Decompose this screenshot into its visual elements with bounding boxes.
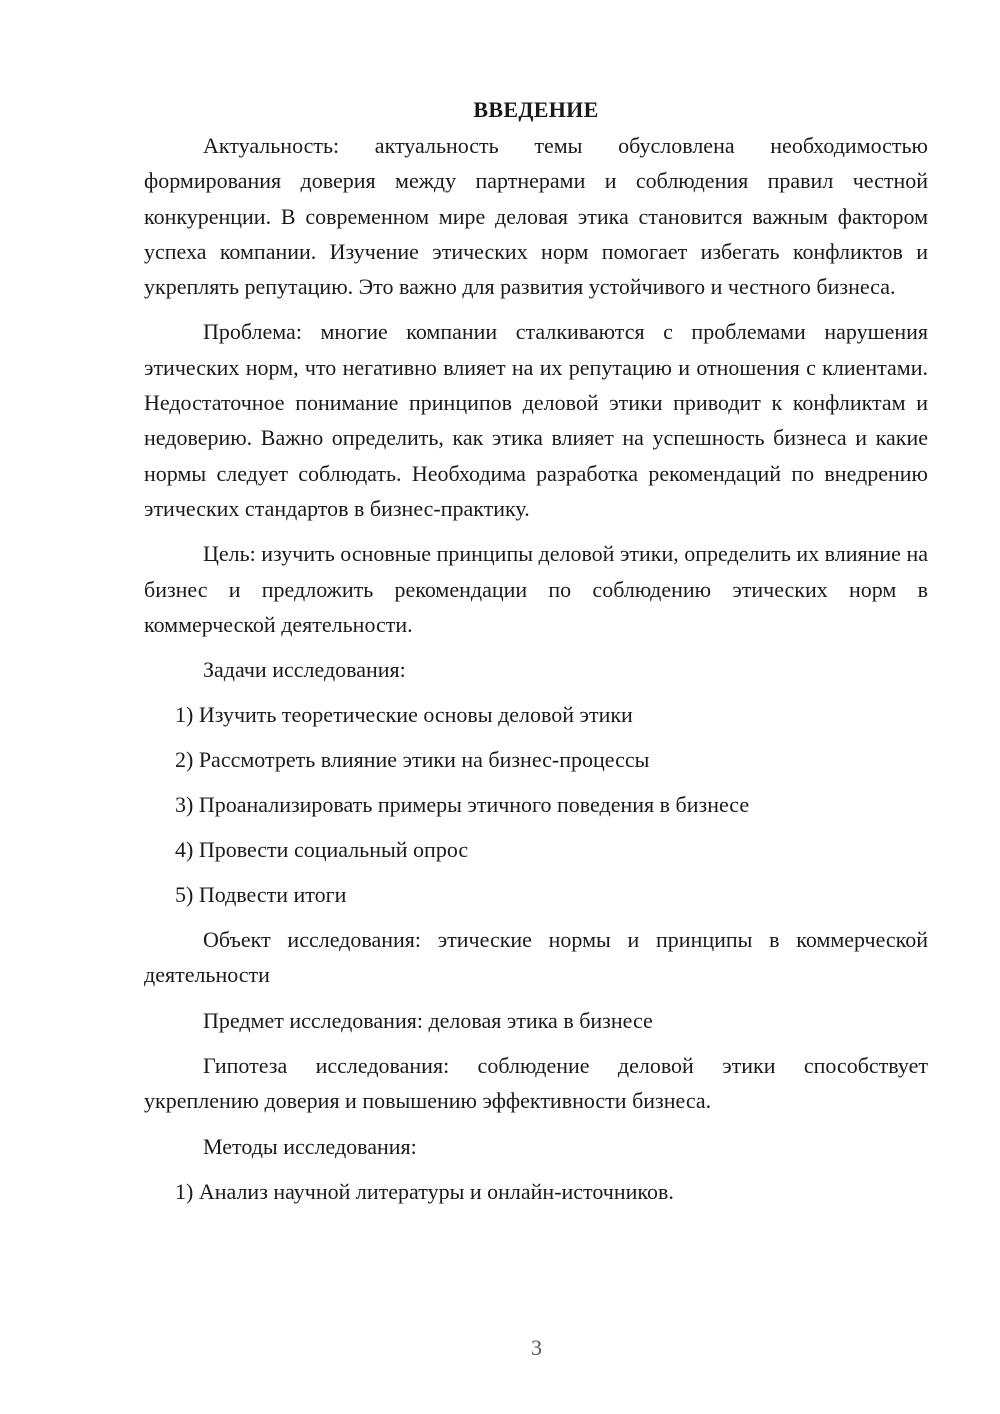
- tasks-heading: Задачи исследования:: [203, 657, 406, 683]
- methods-heading: Методы исследования:: [203, 1133, 417, 1159]
- hypothesis-paragraph: Гипотеза исследования: соблюдение деловой этики способствует укреплению доверия и повышению эффективности бизнеса.: [144, 1053, 928, 1114]
- task-item: 1) Изучить теоретические основы деловой этики: [175, 702, 633, 728]
- problem-paragraph: Проблема: многие компании сталкиваются с проблемами нарушения этических норм, что негативно влияет на их репутацию и отношения с клиентами. Недостаточное понимание принципов деловой этики приводит к конфликтам и недоверию. Важно определить, как этика влияет на успешность бизнеса и какие нормы следует соблюдать. Необходима разработка рекомендаций по внедрению этических стандартов в бизнес-практику.: [144, 319, 928, 521]
- goal-paragraph: Цель: изучить основные принципы деловой этики, определить их влияние на бизнес и предложить рекомендации по соблюдению этических норм в коммерческой деятельности.: [144, 541, 928, 637]
- task-item: 3) Проанализировать примеры этичного поведения в бизнесе: [175, 792, 750, 818]
- task-item: 2) Рассмотреть влияние этики на бизнес-процессы: [175, 747, 650, 773]
- subject-paragraph: Предмет исследования: деловая этика в бизнесе: [203, 1007, 653, 1033]
- page-title: ВВЕДЕНИЕ: [473, 97, 599, 122]
- method-item: 1) Анализ научной литературы и онлайн-источников.: [175, 1178, 674, 1204]
- page-number: 3: [531, 1335, 542, 1360]
- relevance-paragraph: Актуальность: актуальность темы обусловлена необходимостью формирования доверия между партнерами и соблюдения правил честной конкуренции. В современном мире деловая этика становится важным фактором успеха компании. Изучение этических норм помогает избегать конфликтов и укреплять репутацию. Это важно для развития устойчивого и честного бизнеса.: [144, 133, 928, 300]
- object-paragraph: Объект исследования: этические нормы и принципы в коммерческой деятельности: [144, 927, 928, 988]
- task-item: 4) Провести социальный опрос: [175, 837, 469, 863]
- task-item: 5) Подвести итоги: [175, 882, 347, 908]
- document-page: [144, 92, 928, 1219]
